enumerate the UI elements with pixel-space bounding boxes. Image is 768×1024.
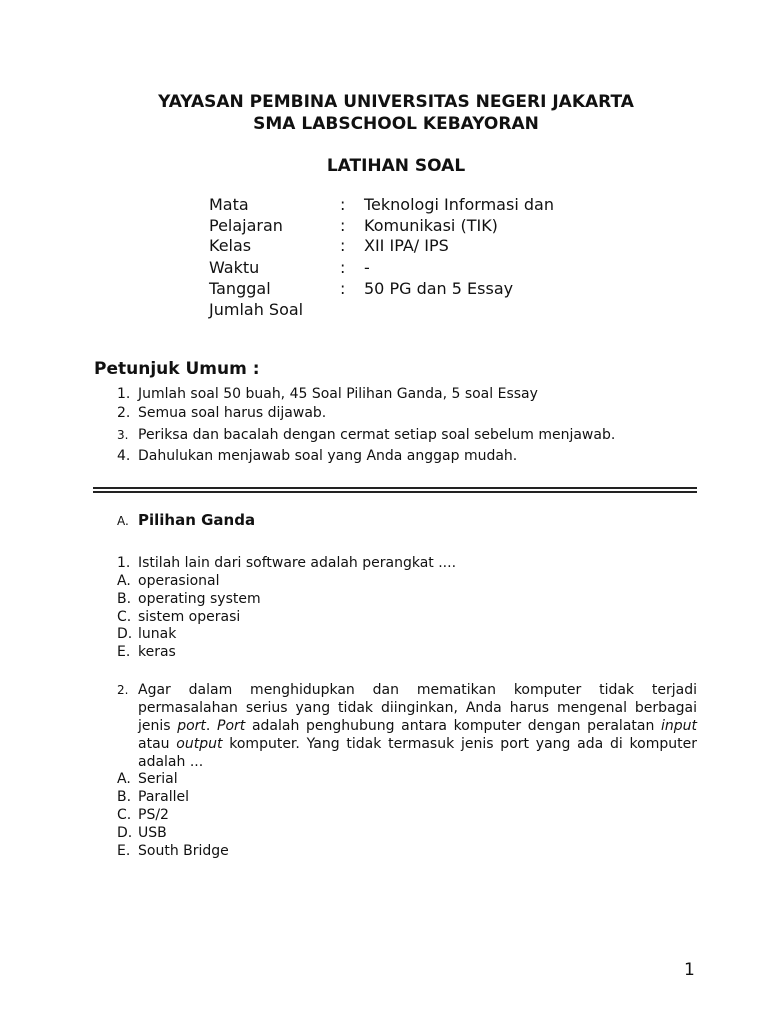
italic-term: input [661,718,698,734]
option-letter: D. [117,626,133,642]
option-text: Serial [138,771,178,787]
text: atau [138,736,177,752]
document-title: LATIHAN SOAL [326,156,466,176]
school-name: SMA LABSCHOOL KEBAYORAN [253,114,539,134]
option-letter: B. [117,591,132,607]
option-text: PS/2 [138,807,169,823]
option-letter: C. [117,807,132,823]
info-value: Teknologi Informasi dan [364,195,554,214]
question-text: Istilah lain dari software adalah perangkat .... [138,555,457,571]
option-letter: E. [117,843,131,859]
option-letter: E. [117,644,131,660]
list-number: 1. [117,386,131,402]
option-letter: B. [117,789,132,805]
info-label: Mata [209,195,249,214]
instruction-item: Periksa dan bacalah dengan cermat setiap soal sebelum menjawab. [138,427,616,443]
option-letter: C. [117,609,132,625]
divider-line [93,491,697,493]
instruction-item: Semua soal harus dijawab. [138,405,327,421]
info-colon: : [340,236,346,255]
italic-term: output [176,736,223,752]
italic-term: Port [217,718,246,734]
option-letter: A. [117,771,131,787]
info-label: Pelajaran [209,216,283,235]
text: . [205,718,218,734]
option-text: operasional [138,573,220,589]
info-value: XII IPA/ IPS [364,236,449,255]
list-number: 2. [117,405,131,421]
info-label: Waktu [209,258,260,277]
info-colon: : [340,258,346,277]
option-text: operating system [138,591,261,607]
option-text: sistem operasi [138,609,241,625]
text: Agar dalam menghidupkan dan mematikan komputer tidak terjadi permasalahan serius yang tidak diinginkan, Anda harus mengenal berbagai jenis [138,682,697,734]
divider-line [93,487,697,489]
option-text: keras [138,644,176,660]
instruction-item: Dahulukan menjawab soal yang Anda anggap mudah. [138,448,518,464]
info-label: Tanggal [209,279,271,298]
info-label: Jumlah Soal [209,300,304,319]
text: komputer. Yang tidak termasuk jenis port yang ada di komputer adalah ... [138,736,697,770]
list-number: 4. [117,448,131,464]
info-value: - [364,258,370,277]
section-letter: A. [117,514,129,528]
instructions-heading: Petunjuk Umum : [94,359,260,379]
option-letter: A. [117,573,131,589]
instruction-item: Jumlah soal 50 buah, 45 Soal Pilihan Ganda, 5 soal Essay [138,386,538,402]
info-colon: : [340,279,346,298]
option-text: Parallel [138,789,190,805]
info-value: 50 PG dan 5 Essay [364,279,514,298]
info-value: Komunikasi (TIK) [364,216,498,235]
section-title: Pilihan Ganda [138,511,256,529]
option-text: USB [138,825,167,841]
institution-name: YAYASAN PEMBINA UNIVERSITAS NEGERI JAKARTA [158,92,634,112]
option-text: South Bridge [138,843,229,859]
question-number: 1. [117,555,131,571]
list-number: 3. [117,428,129,442]
question-number: 2. [117,683,129,697]
option-text: lunak [138,626,177,642]
info-colon: : [340,195,346,214]
question-text [138,681,697,771]
page-number: 1 [684,960,695,980]
option-letter: D. [117,825,133,841]
info-colon: : [340,216,346,235]
italic-term: port [177,718,206,734]
info-label: Kelas [209,236,252,255]
text: adalah penghubung antara komputer dengan peralatan [245,718,661,734]
